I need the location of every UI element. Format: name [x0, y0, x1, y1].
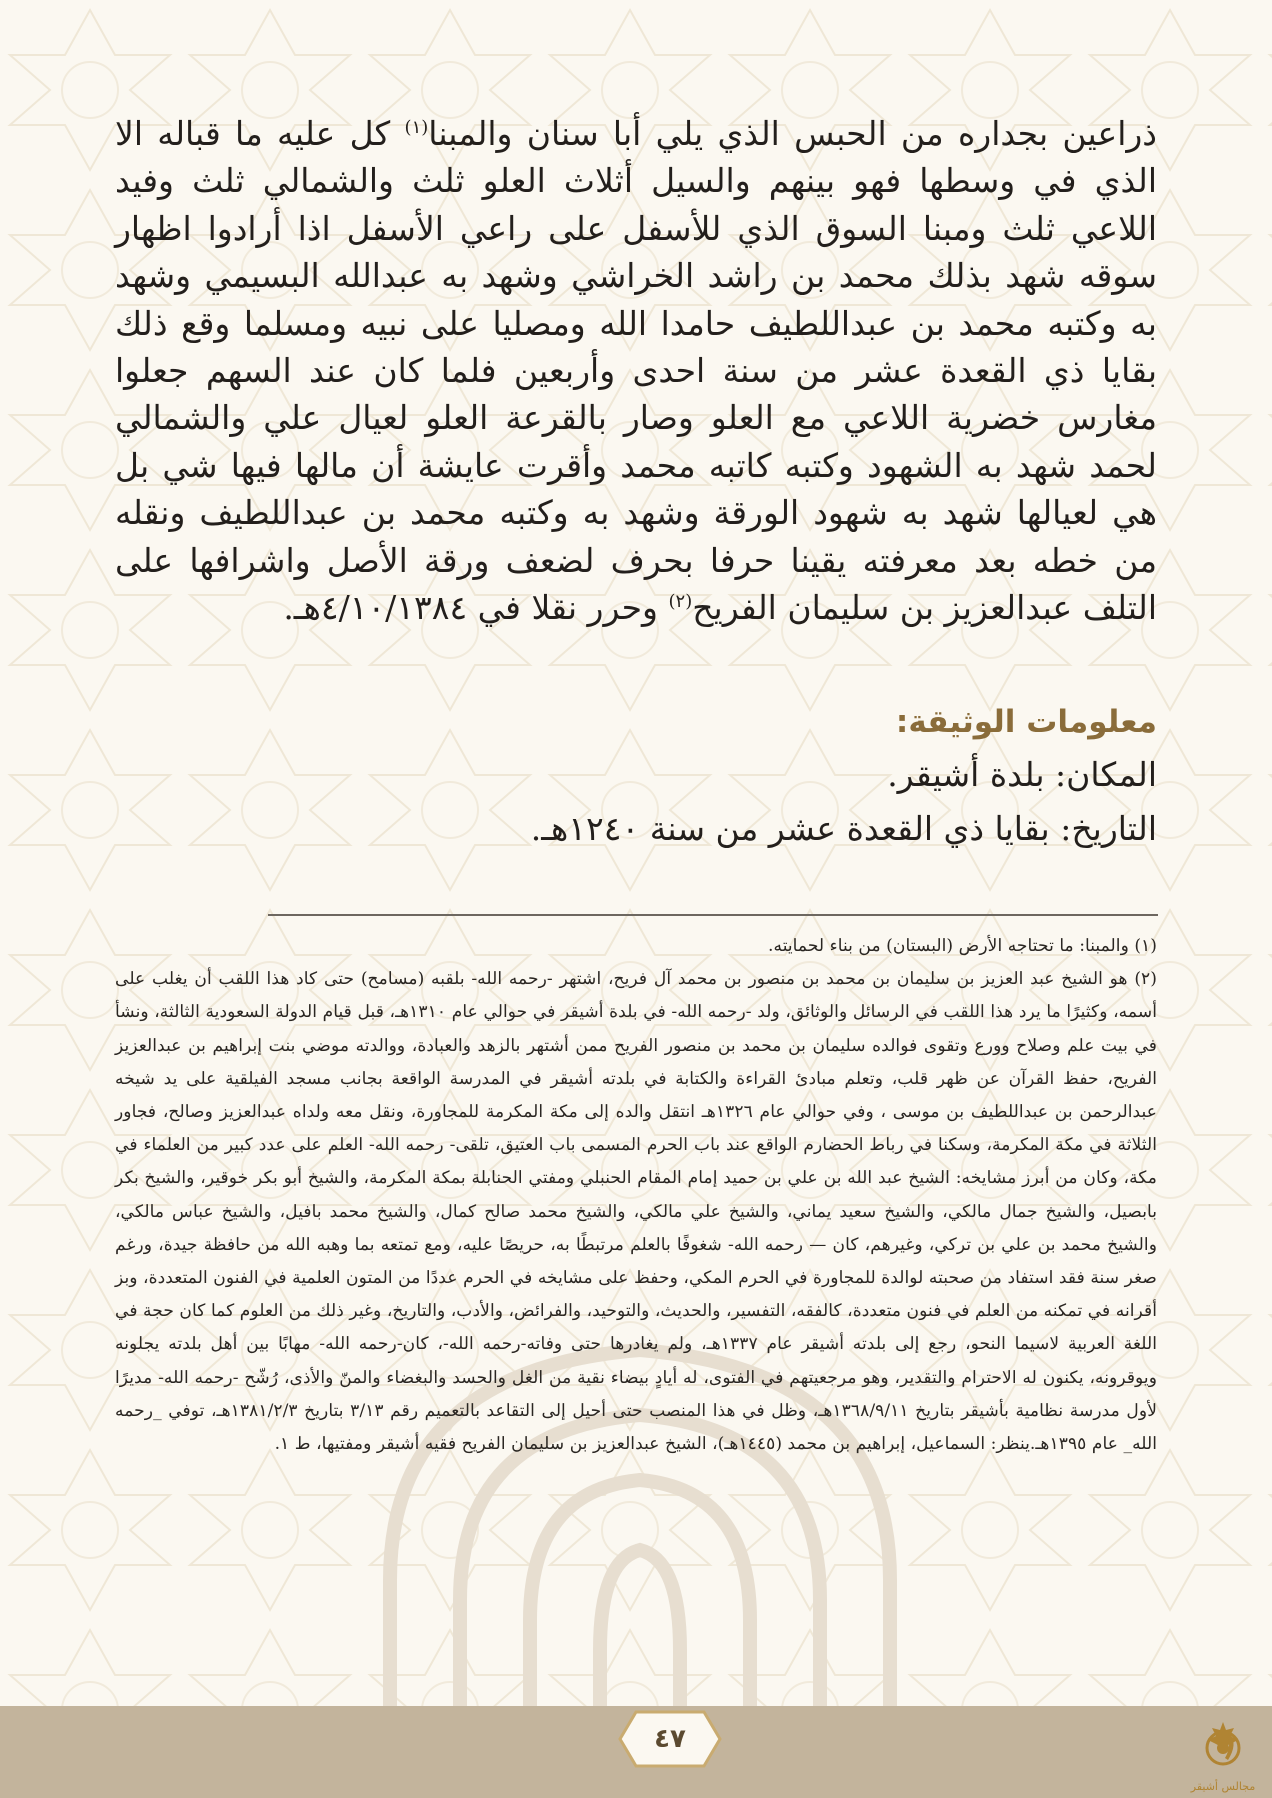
footnote-ref-1: (١) [404, 117, 429, 138]
footnotes [115, 930, 1157, 1461]
doc-info-date: التاريخ: بقايا ذي القعدة عشر من سنة ١٢٤٠هـ. [530, 809, 1157, 848]
footnote-1: (١) والمبنا: ما تحتاجه الأرض (البستان) من بناء لحمايته. [768, 936, 1157, 956]
footnote-divider [268, 914, 1158, 916]
site-logo [1192, 1714, 1254, 1798]
body-line-3: وحرر نقلا في ٤/١٠/١٣٨٤هـ. [283, 588, 658, 628]
document-transcription [115, 110, 1157, 631]
doc-info-place: المكان: بلدة أشيقر. [887, 755, 1157, 794]
logo-text: مجالس أشيقر [1190, 1780, 1256, 1793]
doc-info-heading: معلومات الوثيقة: [895, 704, 1157, 740]
footnote-2: (٢) هو الشيخ عبد العزيز بن سليمان بن محمد بن منصور بن محمد آل فريح، اشتهر -رحمه الله- بلقبه (مسامح) حتى كاد هذا اللقب أن يغلب على أسمه، وكثيرًا ما يرد هذا اللقب في الرسائل والوثائق، ولد -رحمه الله- في بلدة أشيقر في حوالي عام ١٣١٠هـ، قبل قيام الدولة السعودية الثالثة، ونشأ في بيت علم وصلاح وورع وتقوى فوالده سليمان بن محمد بن منصور الفريح ممن أشتهر بالزهد والعبادة، ووالدته موضي بنت إبراهيم بن عبدالعزيز الفريح، حفظ القرآن عن ظهر قلب، وتعلم مبادئ القراءة والكتابة في بلدته أشيقر في المدرسة الواقعة بجانب مسجد الفيلقية على يد شيخه عبدالرحمن بن عبداللطيف بن موسى ، وفي حوالي عام ١٣٢٦هـ انتقل والده إلى مكة المكرمة للمجاورة، ونقل معه ولداه عبدالعزيز وصالح، فجاور الثلاثة في مكة المكرمة، وسكنا في رباط الحضارم الواقع عند باب الحرم المسمى باب العتيق، تلقى- رحمه الله- العلم على عدد كبير من العلماء في مكة، وكان من أبرز مشايخه: الشيخ عبد الله بن علي بن حميد إمام المقام الحنبلي ومفتي الحنابلة بمكة المكرمة، والشيخ أبو بكر خوقير، والشيخ بكر بابصيل، والشيخ جمال مالكي، والشيخ سعيد يماني، والشيخ علي مالكي، والشيخ محمد صالح كمال، والشيخ محمد بافيل، والشيخ عباس مالكي، والشيخ محمد بن علي بن تركي، وغيرهم، كان — رحمه الله- شغوفًا بالعلم مرتبطًا به، حريصًا عليه، ومع تمتعه بما وهبه الله من حافظة جيدة، ورغم صغر سنة فقد استفاد من صحبته لوالدة للمجاورة في الحرم المكي، وحفظ على مشايخه في الحرم عددًا من المتون العلمية في الفنون المتعددة، وبز أقرانه في تمكنه من العلم في فنون متعددة، كالفقه، التفسير، والحديث، والتوحيد، والفرائض، والأدب، والتاريخ، وغير ذلك من العلوم كما كان حجة في اللغة العربية لاسيما النحو، رجع إلى بلدته أشيقر عام ١٣٣٧هـ، ولم يغادرها حتى وفاته-رحمه الله-، كان-رحمه الله- مهابًا بين أهل بلدته يجلونه ويوقرونه، يكنون له الاحترام والتقدير، وهو مرجعيتهم في الفتوى، له أيادٍ بيضاء نقية من الغل والحسد والبغضاء والمنّ والأذى، رُشّح -رحمه الله- مديرًا لأول مدرسة نظامية بأشيقر بتاريخ ١٣٦٨/٩/١١هـ، وظل في هذا المنصب حتى أحيل إلى التقاعد بالتعميم رقم ٣/١٣ بتاريخ ١٣٨١/٢/٣هـ، توفي _رحمه الله_ عام ١٣٩٥هـ.ينظر: السماعيل، إبراهيم بن محمد (١٤٤٥هـ)، الشيخ عبدالعزيز بن سليمان الفريح فقيه أشيقر ومفتيها، ط ١. [115, 969, 1158, 1455]
page-number: ٤٧ [654, 1724, 686, 1754]
quill-seal-icon [1192, 1714, 1254, 1778]
footnote-ref-2: (٢) [668, 591, 693, 613]
page-number-badge [616, 1708, 724, 1770]
body-line-1: ذراعين بجداره من الحبس الذي يلي أبا سنان والمبنا [428, 114, 1157, 153]
body-line-2: كل عليه ما قباله الا الذي في وسطها فهو بينهم والسيل أثلاث العلو ثلث والشمالي ثلث وفيد اللاعي ثلث ومبنا السوق الذي للأسفل على راعي الأسفل اذا أرادوا اظهار سوقه شهد بذلك محمد بن راشد الخراشي وشهد به عبدالله البسيمي وشهد به وكتبه محمد بن عبداللطيف حامدا الله ومصليا على نبيه ومسلما وقع ذلك بقايا ذي القعدة عشر من سنة احدى وأربعين فلما كان عند السهم جعلوا مغارس خضرية اللاعي مع العلو وصار بالقرعة العلو لعيال علي والشمالي لحمد شهد به الشهود وكتبه كاتبه محمد وأقرت عايشة أن مالها فيها شي بل هي لعيالها شهد به شهود الورقة وشهد به وكتبه محمد بن عبداللطيف ونقله من خطه بعد معرفته يقينا حرفا بحرف لضعف ورقة الأصل واشرافها على التلف عبدالعزيز بن سليمان الفريح [115, 114, 1157, 628]
